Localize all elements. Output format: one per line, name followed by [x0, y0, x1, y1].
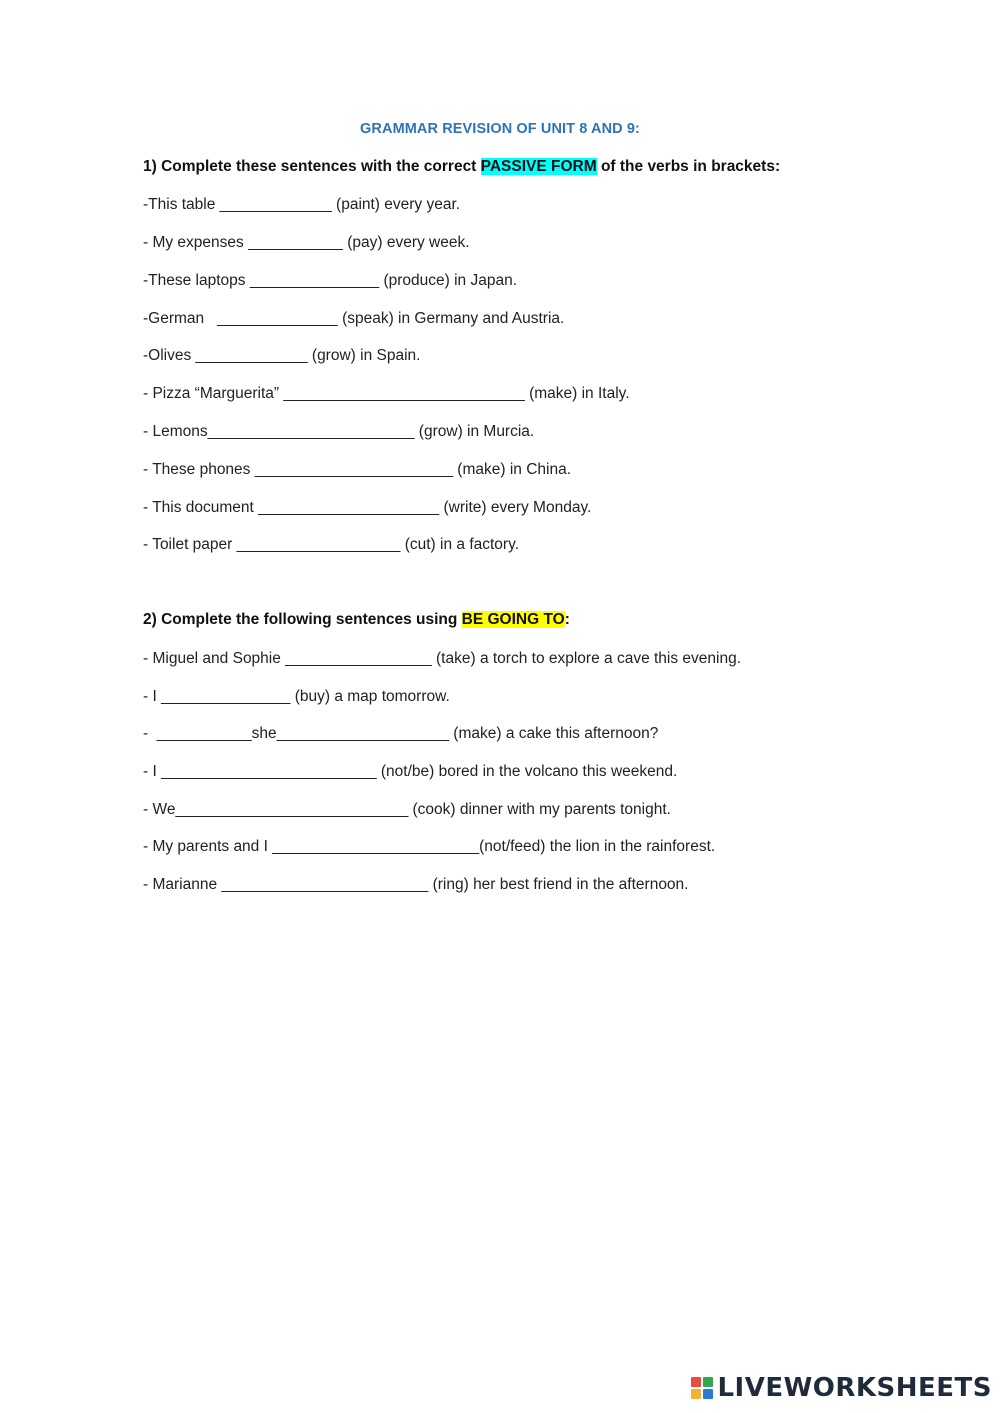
- exercise-1-item: - Toilet paper ___________________ (cut) in a factory.: [143, 536, 519, 553]
- section-2-heading-text: 2) Complete the following sentences using: [143, 611, 462, 628]
- section-1-heading: [143, 158, 780, 176]
- exercise-2-item: - I _________________________ (not/be) bored in the volcano this weekend.: [143, 763, 678, 780]
- be-going-to-highlight: BE GOING TO: [461, 611, 565, 628]
- logo-square-red: [691, 1377, 701, 1387]
- section-2-heading-text-end: :: [564, 611, 570, 628]
- liveworksheets-logo-text: LIVEWORKSHEETS: [717, 1373, 992, 1403]
- section-2-heading: [143, 611, 570, 629]
- logo-square-yellow: [691, 1389, 701, 1399]
- liveworksheets-logo: [691, 1373, 992, 1403]
- exercise-1-item: - These phones _______________________ (make) in China.: [143, 461, 572, 478]
- exercise-1-item: -Olives _____________ (grow) in Spain.: [143, 347, 421, 364]
- exercise-1-item: - Pizza “Marguerita” ____________________________ (make) in Italy.: [143, 385, 630, 402]
- section-1-heading-text: 1) Complete these sentences with the correct: [143, 158, 481, 175]
- exercise-1-item: - This document _____________________ (write) every Monday.: [143, 499, 592, 516]
- exercise-1-item: - My expenses ___________ (pay) every week.: [143, 234, 470, 251]
- section-1-heading-text-end: of the verbs in brackets:: [596, 158, 781, 175]
- exercise-2-item: - Marianne ________________________ (ring) her best friend in the afternoon.: [143, 876, 689, 893]
- exercise-1-item: -These laptops _______________ (produce) in Japan.: [143, 272, 517, 289]
- passive-form-highlight: PASSIVE FORM: [480, 158, 597, 175]
- exercise-2-item: - ___________she____________________ (make) a cake this afternoon?: [143, 725, 659, 742]
- exercise-1-item: -German ______________ (speak) in Germany and Austria.: [143, 310, 565, 327]
- exercise-1-item: -This table _____________ (paint) every year.: [143, 196, 461, 213]
- exercise-2-item: - My parents and I ________________________(not/feed) the lion in the rainforest.: [143, 838, 716, 855]
- exercise-1-item: - Lemons________________________ (grow) in Murcia.: [143, 423, 535, 440]
- logo-square-green: [703, 1377, 713, 1387]
- exercise-2-item: - I _______________ (buy) a map tomorrow.: [143, 688, 450, 705]
- page-title: GRAMMAR REVISION OF UNIT 8 AND 9:: [360, 121, 640, 137]
- liveworksheets-logo-icon: [691, 1377, 713, 1399]
- exercise-2-item: - Miguel and Sophie _________________ (take) a torch to explore a cave this evening.: [143, 650, 742, 667]
- exercise-2-item: - We___________________________ (cook) dinner with my parents tonight.: [143, 801, 671, 818]
- logo-square-blue: [703, 1389, 713, 1399]
